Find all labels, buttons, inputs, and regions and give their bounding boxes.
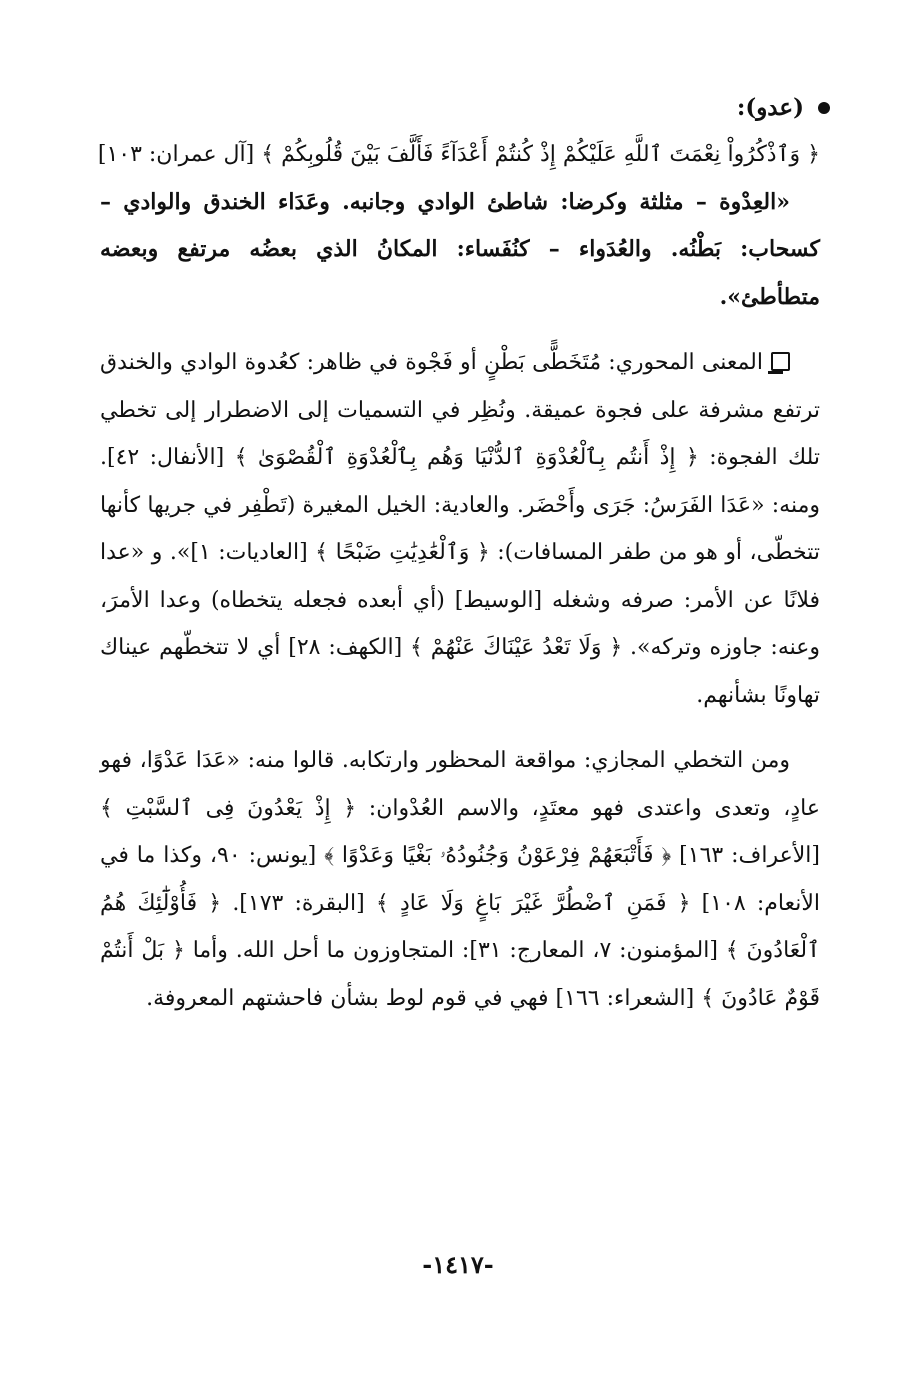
verse-line: ﴿ وَٱذْكُرُواْ نِعْمَتَ ٱللَّهِ عَلَيْكُمْ إِذْ كُنتُمْ أَعْدَآءً فَأَلَّفَ بَيْنَ قُلُوبِكُمْ ﴾ [آل عمران: ١٠٣]	[97, 142, 820, 167]
page-number: -١٤١٧-	[422, 1250, 494, 1279]
page-body	[97, 84, 821, 1022]
central-meaning-text: المعنى المحوري: مُتَخَطًّى بَطْنٍ أو فَجْوة في ظاهر: كعُدوة الوادي والخندق ترتفع مشرفة على فجوة عميقة. ونُظِر في التسميات إلى الاضطرار إلى تخطي تلك الفجوة: ﴿ إِذْ أَنتُم بِٱلْعُدْوَةِ ٱلدُّنْيَا وَهُم بِٱلْعُدْوَةِ ٱلْقُصْوَىٰ ﴾ [الأنفال: ٤٢]. ومنه: «عَدَا الفَرَسُ: جَرَى وأَحْضَر. والعادية: الخيل المغيرة (تَطْفِر في جريها كأنها تتخطّى، أو هو من طفر المسافات): ﴿ وَٱلْعَٰدِيَٰتِ ضَبْحًا ﴾ [العاديات: ١]». و «عدا فلانًا عن الأمر: صرفه وشغله [الوسيط] (أي أبعده فجعله يتخطاه) وعدا الأمرَ، وعنه: جاوزه وتركه». ﴿ وَلَا تَعْدُ عَيْنَاكَ عَنْهُمْ ﴾ [الكهف: ٢٨] أي لا تتخطّهم عيناك تهاونًا بشأنهم.	[100, 350, 820, 708]
figurative-paragraph: ومن التخطي المجازي: مواقعة المحظور وارتكابه. قالوا منه: «عَدَا عَدْوًا، فهو عادٍ، وتعدى واعتدى فهو معتَدٍ، والاسم العُدْوان: ﴿ إِذْ يَعْدُونَ فِى ٱلسَّبْتِ ﴾ [الأعراف: ١٦٣] ﴿ فَأَتْبَعَهُمْ فِرْعَوْنُ وَجُنُودُهُۥ بَغْيًا وَعَدْوًا ﴾ [يونس: ٩٠، وكذا ما في الأنعام: ١٠٨] ﴿ فَمَنِ ٱضْطُرَّ غَيْرَ بَاغٍ وَلَا عَادٍ ﴾ [البقرة: ١٧٣]. ﴿ فَأُوْلَٰٓئِكَ هُمُ ٱلْعَادُونَ ﴾ [المؤمنون: ٧، المعارج: ٣١]: المتجاوزون ما أحل الله. وأما ﴿ بَلْ أَنتُمْ قَوْمٌ عَادُونَ ﴾ [الشعراء: ١٦٦] فهي في قوم لوط بشأن فاحشتهم المعروفة.	[100, 748, 821, 1011]
bullet-icon	[818, 102, 830, 114]
central-meaning-paragraph	[100, 339, 820, 719]
square-icon	[771, 352, 790, 371]
dictionary-quote: «العِدْوة – مثلثة وكرضا: شاطئ الوادي وجانبه. وعَدَاء الخندق والوادي – كسحاب: بَطْنُه. والعُدَواء – كنُفَساء: المكانُ الذي بعضُه مرتفع وبعضه متطأطئ».	[100, 188, 820, 310]
entry-heading	[100, 84, 830, 131]
entry-title: (عدو):	[736, 93, 804, 121]
